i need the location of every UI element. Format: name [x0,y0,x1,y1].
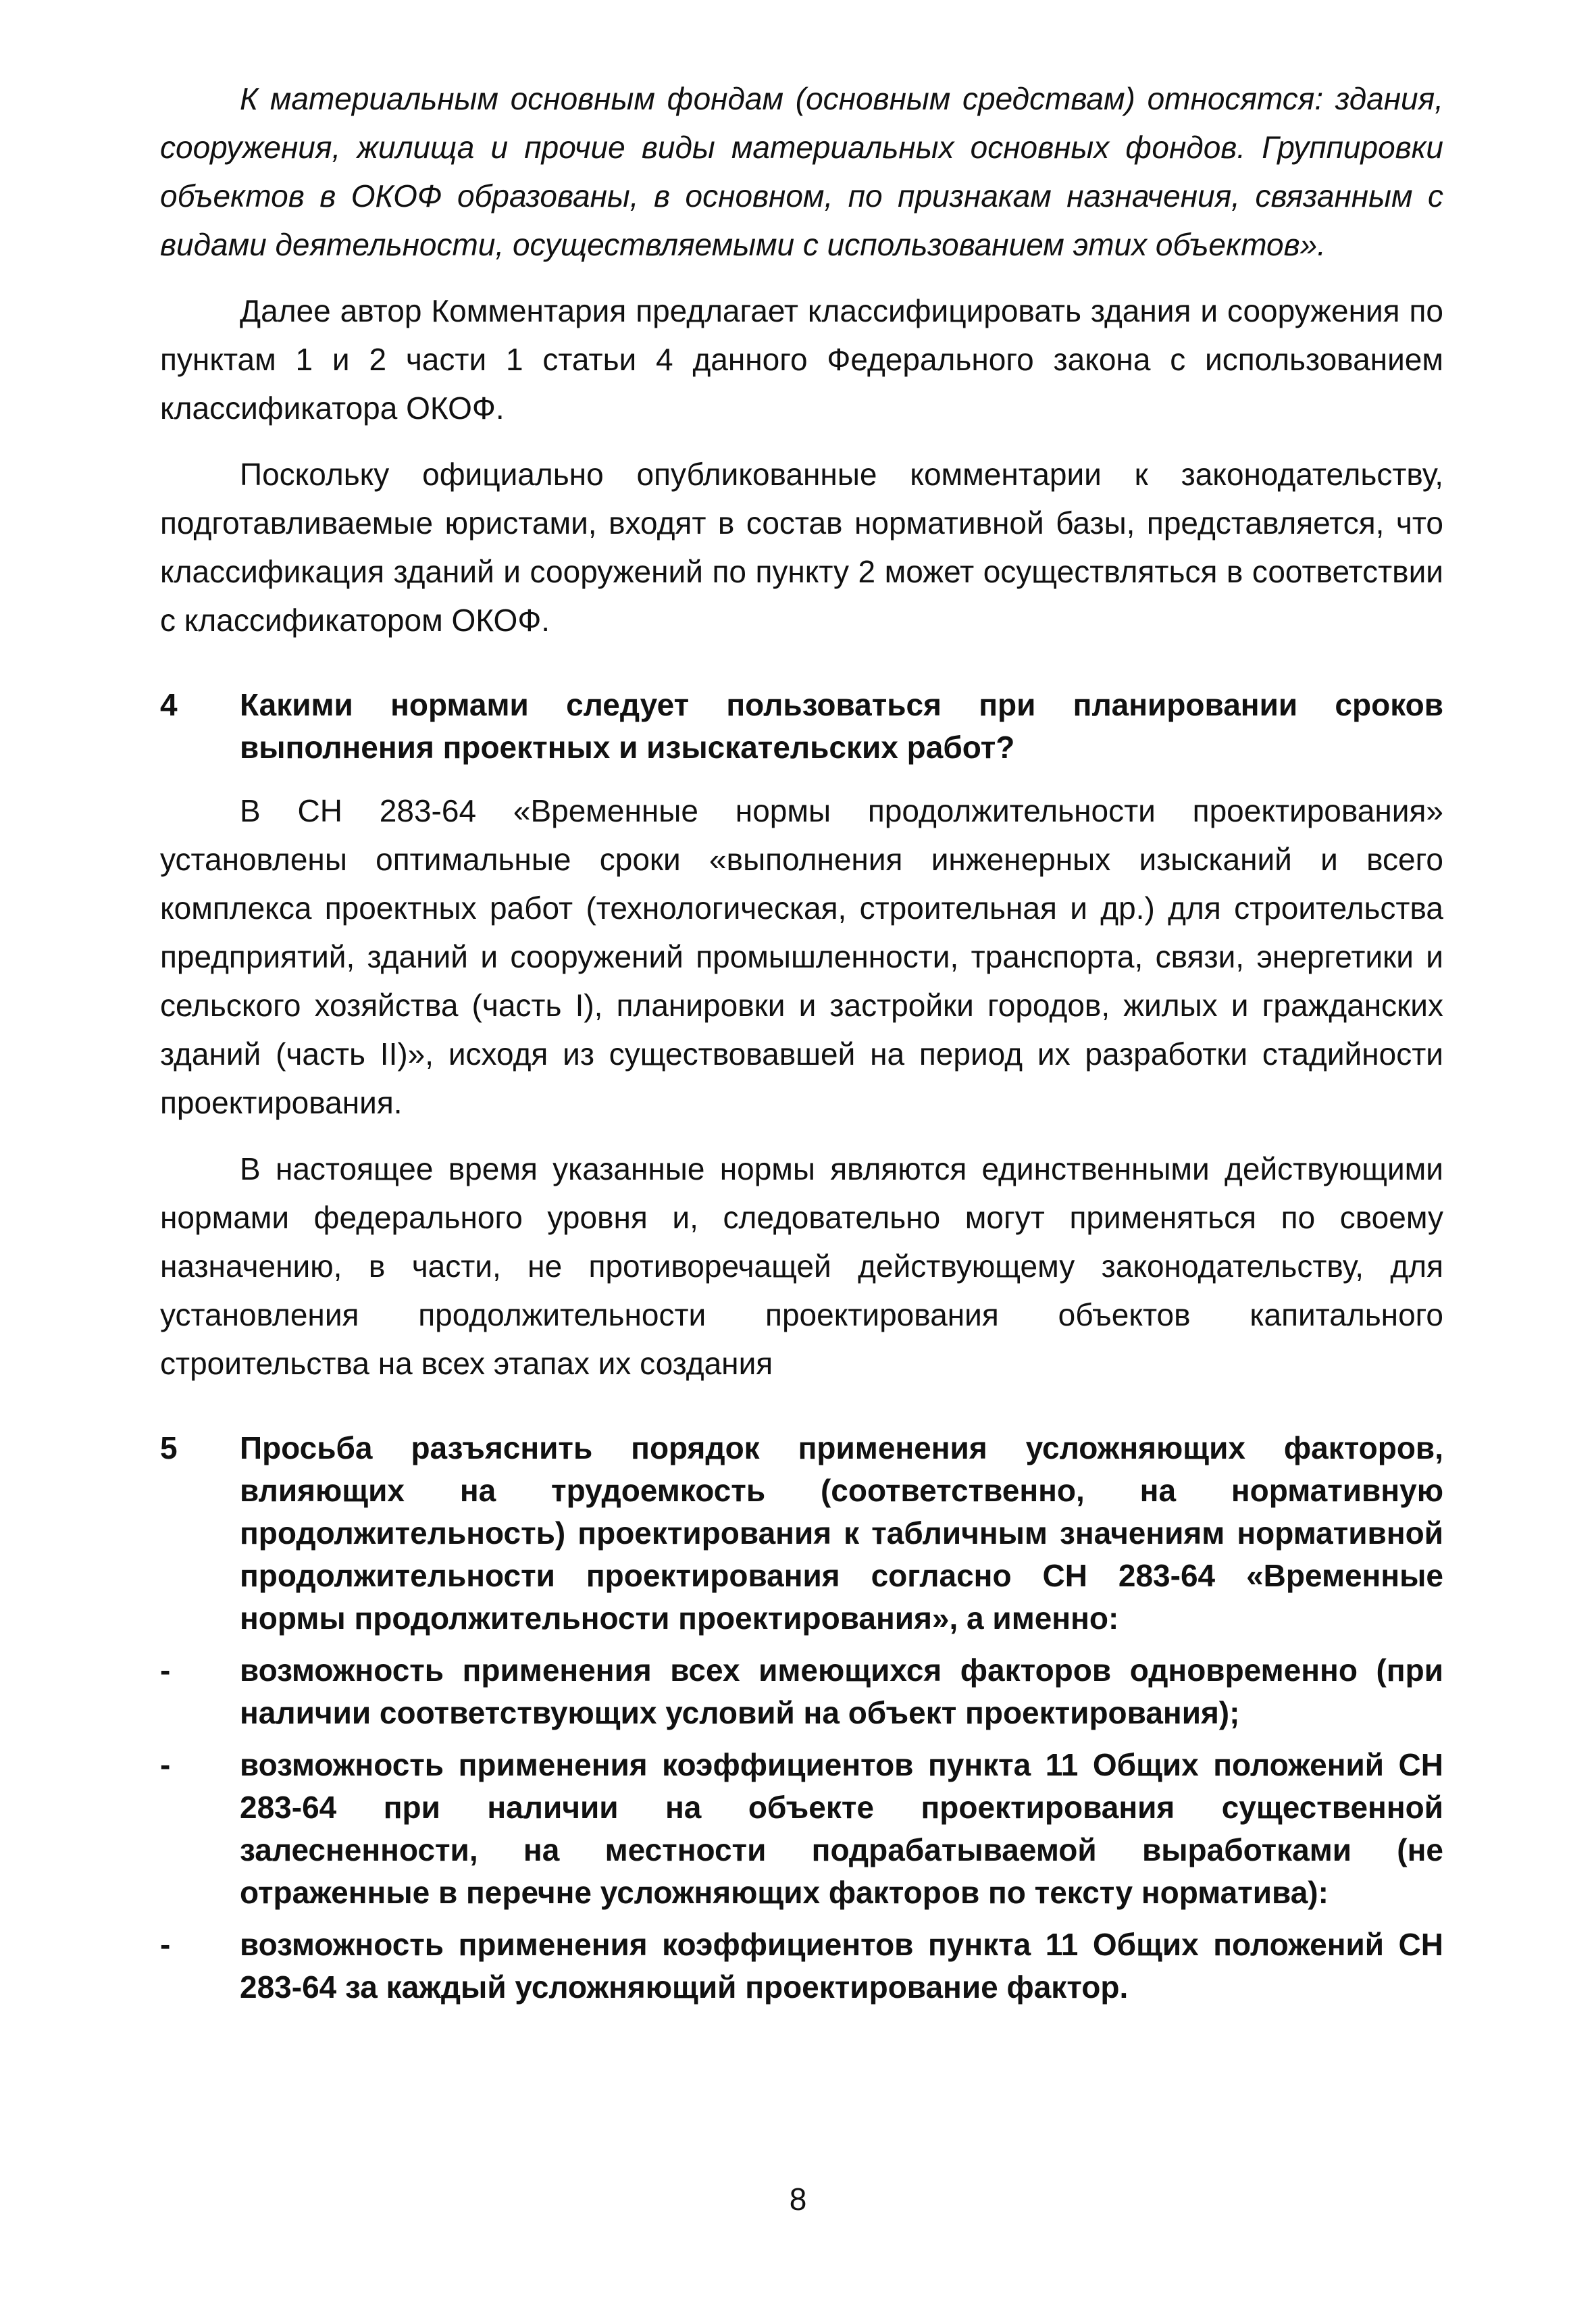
question-4-answer-1: В СН 283-64 «Временные нормы продолжительности проектирования» установлены оптимальные сроки «выполнения инженерных изысканий и всего комплекса проектных работ (технологическая, строительная и др.) для строительства предприятий, зданий и сооружений промышленности, транспорта, связи, энергетики и сельского хозяйства (часть I), планировки и застройки городов, жилых и гражданских зданий (часть II)», исходя из существовавшей на период их разработки стадийности проектирования. [160,793,1443,1120]
dash-bullet: - [160,1927,171,1962]
question-title: Просьба разъяснить порядок применения усложняющих факторов, влияющих на трудоемкость (соответственно, на нормативную продолжительность) проектирования к табличным значениям нормативной продолжительности проектирования согласно СН 283-64 «Временные нормы продолжительности проектирования», а именно: [240,1430,1443,1636]
list-item-text: возможность применения коэффициентов пункта 11 Общих положений СН 283-64 за каждый усложняющий проектирование фактор. [240,1927,1443,2005]
list-item [160,1649,1443,1734]
dash-bullet: - [160,1653,171,1688]
list-item-text: возможность применения всех имеющихся факторов одновременно (при наличии соответствующих условий на объект проектирования); [240,1653,1443,1730]
page-number: 8 [789,2182,807,2217]
question-title: Какими нормами следует пользоваться при планировании сроков выполнения проектных и изыскательских работ? [240,687,1443,765]
question-4-heading [160,684,1443,769]
question-4-answer-2: В настоящее время указанные нормы являются единственными действующими нормами федерального уровня и, следовательно могут применяться по своему назначению, в части, не противоречащей действующему законодательству, для установления продолжительности проектирования объектов капитального строительства на всех этапах их создания [160,1151,1443,1381]
list-item-text: возможность применения коэффициентов пункта 11 Общих положений СН 283-64 при наличии на объекте проектирования существенной залесненности, на местности подрабатываемой выработками (не отраженные в перечне усложняющих факторов по тексту норматива): [240,1747,1443,1910]
document-page [160,74,1443,2009]
paragraph-okof-quote: К материальным основным фондам (основным средствам) относятся: здания, сооружения, жилища и прочие виды материальных основных фондов. Группировки объектов в ОКОФ образованы, в основном, по признакам назначения, связанным с видами деятельности, осуществляемыми с использованием этих объектов». [160,81,1443,262]
paragraph-official-commentary: Поскольку официально опубликованные комментарии к законодательству, подготавливаемые юристами, входят в состав нормативной базы, представляется, что классификация зданий и сооружений по пункту 2 может осуществляться в соответствии с классификатором ОКОФ. [160,457,1443,638]
question-number: 5 [160,1430,178,1465]
paragraph-commentary-author: Далее автор Комментария предлагает классифицировать здания и сооружения по пунктам 1 и 2 части 1 статьи 4 данного Федерального закона с использованием классификатора ОКОФ. [160,293,1443,426]
list-item [160,1923,1443,2009]
dash-bullet: - [160,1747,171,1782]
question-5-heading [160,1427,1443,1640]
list-item [160,1744,1443,1914]
question-number: 4 [160,687,178,722]
